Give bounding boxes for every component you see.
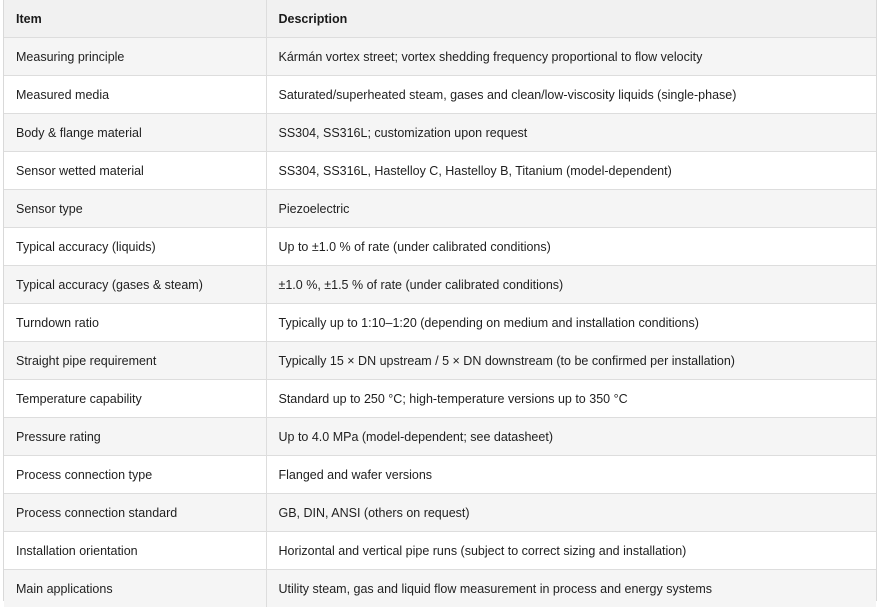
table-row <box>4 456 876 494</box>
cell-description: Utility steam, gas and liquid flow measurement in process and energy systems <box>266 570 876 607</box>
cell-item: Measuring principle <box>4 38 266 76</box>
cell-description: Typically 15 × DN upstream / 5 × DN downstream (to be confirmed per installation) <box>266 342 876 380</box>
cell-item: Body & flange material <box>4 114 266 152</box>
table-header <box>4 0 876 38</box>
table-row <box>4 38 876 76</box>
table-row <box>4 494 876 532</box>
cell-item: Typical accuracy (gases & steam) <box>4 266 266 304</box>
cell-item: Process connection type <box>4 456 266 494</box>
column-header-description: Description <box>266 0 876 38</box>
cell-item: Installation orientation <box>4 532 266 570</box>
cell-item: Sensor wetted material <box>4 152 266 190</box>
cell-item: Pressure rating <box>4 418 266 456</box>
cell-item: Straight pipe requirement <box>4 342 266 380</box>
table-row <box>4 342 876 380</box>
header-row <box>4 0 876 38</box>
cell-description: SS304, SS316L, Hastelloy C, Hastelloy B, Titanium (model-dependent) <box>266 152 876 190</box>
cell-description: Up to ±1.0 % of rate (under calibrated conditions) <box>266 228 876 266</box>
table-row <box>4 228 876 266</box>
table-row <box>4 266 876 304</box>
cell-item: Process connection standard <box>4 494 266 532</box>
table-row <box>4 532 876 570</box>
cell-description: Up to 4.0 MPa (model-dependent; see datasheet) <box>266 418 876 456</box>
cell-description: Piezoelectric <box>266 190 876 228</box>
cell-description: Flanged and wafer versions <box>266 456 876 494</box>
cell-item: Sensor type <box>4 190 266 228</box>
cell-description: GB, DIN, ANSI (others on request) <box>266 494 876 532</box>
column-header-item: Item <box>4 0 266 38</box>
table-row <box>4 304 876 342</box>
cell-item: Main applications <box>4 570 266 607</box>
cell-item: Temperature capability <box>4 380 266 418</box>
cell-description: Horizontal and vertical pipe runs (subject to correct sizing and installation) <box>266 532 876 570</box>
cell-item: Measured media <box>4 76 266 114</box>
cell-description: Typically up to 1:10–1:20 (depending on medium and installation conditions) <box>266 304 876 342</box>
cell-description: Standard up to 250 °C; high-temperature versions up to 350 °C <box>266 380 876 418</box>
cell-item: Turndown ratio <box>4 304 266 342</box>
table-row <box>4 570 876 607</box>
spec-table-frame <box>3 0 877 601</box>
cell-description: ±1.0 %, ±1.5 % of rate (under calibrated conditions) <box>266 266 876 304</box>
cell-description: Saturated/superheated steam, gases and clean/low-viscosity liquids (single-phase) <box>266 76 876 114</box>
table-row <box>4 418 876 456</box>
cell-description: SS304, SS316L; customization upon request <box>266 114 876 152</box>
table-body <box>4 38 876 607</box>
table-row <box>4 76 876 114</box>
cell-description: Kármán vortex street; vortex shedding frequency proportional to flow velocity <box>266 38 876 76</box>
table-row <box>4 190 876 228</box>
cell-item: Typical accuracy (liquids) <box>4 228 266 266</box>
specification-table <box>4 0 876 607</box>
table-row <box>4 380 876 418</box>
table-row <box>4 152 876 190</box>
table-row <box>4 114 876 152</box>
